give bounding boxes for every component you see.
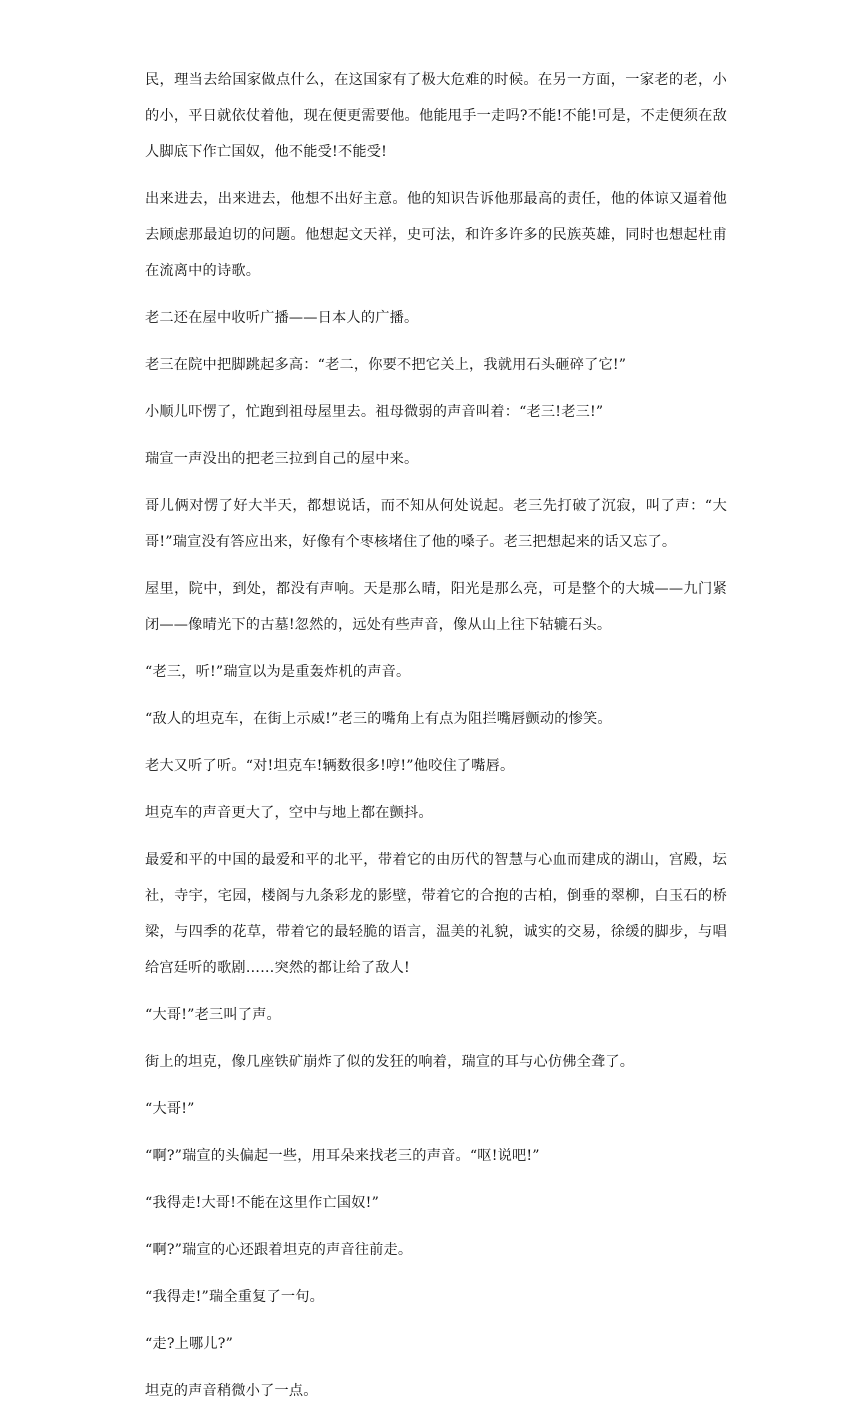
paragraph-7: 哥儿俩对愣了好大半天，都想说话，而不知从何处说起。老三先打破了沉寂，叫了声：“大哥!”瑞宣没有答应出来，好像有个枣核堵住了他的嗓子。老三把想起来的话又忘了。 bbox=[145, 498, 727, 550]
paragraph-8: 屋里，院中，到处，都没有声响。天是那么晴，阳光是那么亮，可是整个的大城——九门紧闭——像晴光下的古墓!忽然的，远处有些声音，像从山上往下轱辘石头。 bbox=[145, 581, 727, 633]
paragraph-4: 老三在院中把脚跳起多高：“老二，你要不把它关上，我就用石头砸碎了它!” bbox=[145, 357, 627, 373]
paragraph-20: “我得走!”瑞全重复了一句。 bbox=[145, 1289, 325, 1305]
paragraph-5: 小顺儿吓愣了，忙跑到祖母屋里去。祖母微弱的声音叫着：“老三!老三!” bbox=[145, 404, 604, 420]
paragraph-11: 老大又听了听。“对!坦克车!辆数很多!哼!”他咬住了嘴唇。 bbox=[145, 758, 515, 774]
paragraph-16: “大哥!” bbox=[145, 1101, 195, 1117]
paragraph-22: 坦克的声音稍微小了一点。 bbox=[145, 1383, 318, 1399]
paragraph-14: “大哥!”老三叫了声。 bbox=[145, 1007, 281, 1023]
paragraph-18: “我得走!大哥!不能在这里作亡国奴!” bbox=[145, 1195, 380, 1211]
document-page bbox=[145, 62, 727, 1420]
paragraph-15: 街上的坦克，像几座铁矿崩炸了似的发狂的响着，瑞宣的耳与心仿佛全聋了。 bbox=[145, 1054, 635, 1070]
paragraph-21: “走?上哪儿?” bbox=[145, 1336, 234, 1352]
paragraph-2: 出来进去，出来进去，他想不出好主意。他的知识告诉他那最高的责任，他的体谅又逼着他去顾虑那最迫切的问题。他想起文天祥，史可法，和许多许多的民族英雄，同时也想起杜甫在流离中的诗歌。 bbox=[145, 191, 727, 279]
paragraph-17: “啊?”瑞宣的头偏起一些，用耳朵来找老三的声音。“呕!说吧!” bbox=[145, 1148, 540, 1164]
paragraph-6: 瑞宣一声没出的把老三拉到自己的屋中来。 bbox=[145, 451, 419, 467]
paragraph-1: 民，理当去给国家做点什么，在这国家有了极大危难的时候。在另一方面，一家老的老，小的小，平日就依仗着他，现在便更需要他。他能甩手一走吗?不能!不能!可是，不走便须在敌人脚底下作亡国奴，他不能受!不能受! bbox=[145, 72, 727, 160]
paragraph-3: 老二还在屋中收听广播——日本人的广播。 bbox=[145, 310, 419, 326]
paragraph-12: 坦克车的声音更大了，空中与地上都在颤抖。 bbox=[145, 805, 433, 821]
paragraph-10: “敌人的坦克车，在街上示威!”老三的嘴角上有点为阻拦嘴唇颤动的惨笑。 bbox=[145, 711, 612, 727]
paragraph-19: “啊?”瑞宣的心还跟着坦克的声音往前走。 bbox=[145, 1242, 413, 1258]
paragraph-13: 最爱和平的中国的最爱和平的北平，带着它的由历代的智慧与心血而建成的湖山，宫殿，坛社，寺宇，宅园，楼阁与九条彩龙的影壁，带着它的合抱的古柏，倒垂的翠柳，白玉石的桥梁，与四季的花草，带着它的最轻脆的语言，温美的礼貌，诚实的交易，徐缓的脚步，与唱给宫廷听的歌剧……突然的都让给了敌人! bbox=[145, 852, 727, 976]
paragraph-9: “老三，听!”瑞宣以为是重轰炸机的声音。 bbox=[145, 664, 411, 680]
